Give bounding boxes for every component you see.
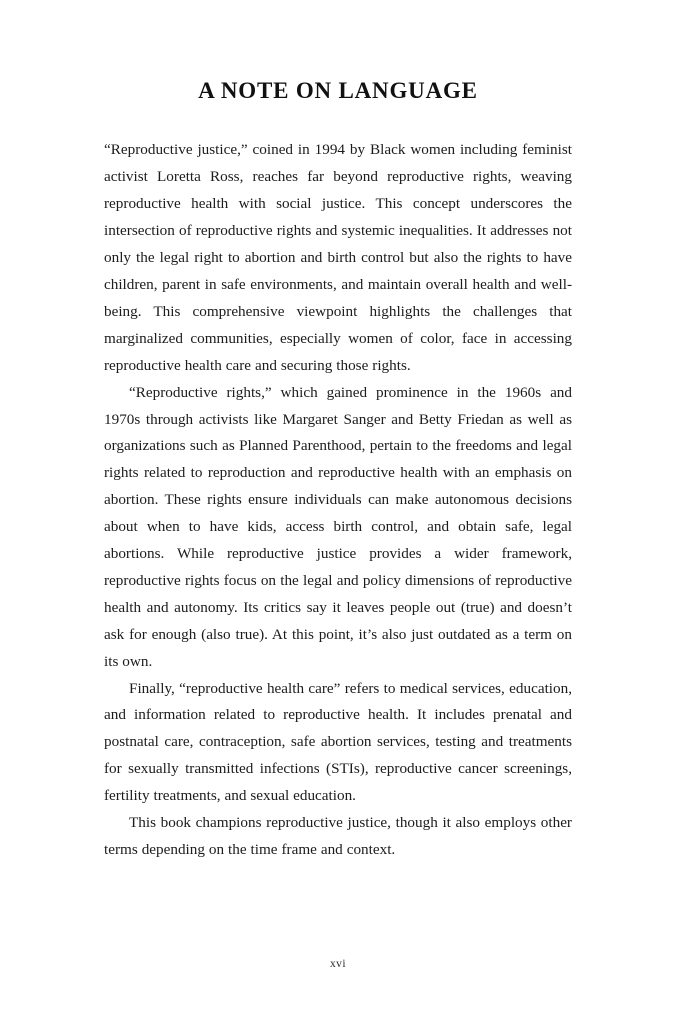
- body-paragraph: “Reproductive rights,” which gained prominence in the 1960s and 1970s through activists like Margaret Sanger and Betty Friedan as well as organizations such as Planned Parenthood, pertain to the freedoms and legal rights related to reproduction and reproductive health with an emphasis on abortion. These rights ensure individuals can make autonomous decisions about when to have kids, access birth control, and obtain safe, legal abortions. While reproductive justice provides a wider framework, reproductive rights focus on the legal and policy dimensions of reproductive health and autonomy. Its critics say it leaves people out (true) and doesn’t ask for enough (also true). At this point, it’s also just outdated as a term on its own.: [104, 383, 572, 670]
- page-number: xvi: [329, 958, 347, 970]
- text-block: [104, 78, 572, 864]
- page-title: A NOTE ON LANGUAGE: [198, 78, 478, 103]
- body-paragraph: “Reproductive justice,” coined in 1994 by Black women including feminist activist Loretta Ross, reaches far beyond reproductive rights, weaving reproductive health with social justice. This concept underscores the intersection of reproductive rights and systemic inequalities. It addresses not only the legal right to abortion and birth control but also the rights to have children, parent in safe environments, and maintain overall health and well-being. This comprehensive viewpoint highlights the challenges that marginalized communities, especially women of color, face in accessing reproductive health care and securing those rights.: [104, 141, 572, 374]
- body-paragraph: Finally, “reproductive health care” refers to medical services, education, and information related to reproductive health. It includes prenatal and postnatal care, contraception, safe abortion services, testing and treatments for sexually transmitted infections (STIs), reproductive cancer screenings, fertility treatments, and sexual education.: [104, 679, 572, 805]
- body-paragraph: This book champions reproductive justice, though it also employs other terms depending on the time frame and context.: [104, 814, 572, 858]
